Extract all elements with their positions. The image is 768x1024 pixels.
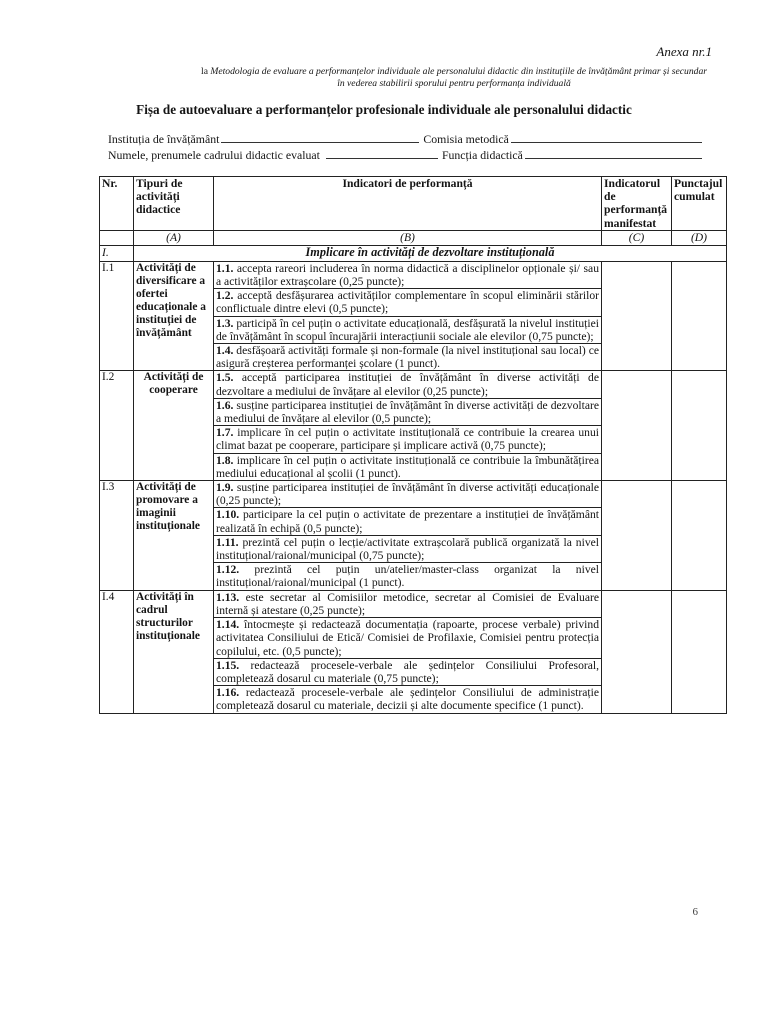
indicator-points: (1 punct) [359, 576, 402, 590]
indicator-cell [214, 398, 602, 425]
activity-category: Activități de promovare a imaginii instituționale [134, 481, 214, 591]
indicator-punctuation: ; [590, 329, 594, 343]
function-label: Funcția didactică [441, 148, 523, 162]
indicator-punctuation: ; [277, 494, 282, 508]
indicator-text: prezintă cel puțin o lecție/activitate extrașcolară publică organizată la nivel instituțional/raional/municipal [216, 535, 599, 563]
institution-field[interactable] [221, 132, 419, 143]
indicator-punctuation: ; [421, 549, 425, 563]
group-number: I.3 [100, 481, 134, 591]
reference-lead: la [201, 66, 208, 77]
indicator-text: susține participarea instituției de învățământ în diverse activități de dezvoltare a mediului de învățare al elevilor [216, 398, 599, 426]
indicator-cell [214, 316, 602, 343]
indicator-cell [214, 481, 602, 508]
column-letter-c: (C) [602, 230, 672, 245]
group-number: I.1 [100, 261, 134, 371]
indicator-text: întocmește și redactează documentația (rapoarte, procese verbale) privind activitatea Consiliului de Etică/ Comisiei de Profilaxie, Comisiei pentru protecția copilului, etc. [216, 618, 599, 658]
indicator-text: acceptă desfășurarea activităților complementare în scopul eliminării stărilor conflictuale dintre elevi [216, 289, 599, 316]
indicator-points: (1 punct) [355, 466, 398, 480]
indicator-punctuation: ; [435, 671, 439, 685]
indicator-code: 1.9. [216, 481, 234, 495]
indicator-code: 1.1. [216, 261, 234, 275]
indicator-code: 1.11. [216, 535, 239, 549]
indicator-points: (0,75 puncte) [528, 329, 591, 343]
indicator-punctuation: ; [484, 384, 489, 398]
cumulative-score-cell[interactable] [672, 261, 727, 371]
manifested-indicator-cell[interactable] [602, 261, 672, 371]
indicator-points: (0,75 puncte) [480, 439, 543, 453]
indicator-points: (0,5 puncte) [329, 302, 386, 316]
indicator-code: 1.6. [216, 398, 234, 412]
indicator-points: (1 punct) [394, 357, 438, 371]
table-body [100, 261, 727, 713]
indicator-points: (0,25 puncte) [300, 603, 362, 617]
indicator-punctuation: ; [361, 603, 366, 617]
indicator-text: implicare în cel puțin o activitate instituțională ce contribuie la crearea unui climat bazat pe cooperare, participare și implicare activă [216, 426, 599, 453]
column-letter-b: (B) [214, 230, 602, 245]
indicator-cell [214, 508, 602, 535]
header-indicators: Indicatori de performanță [214, 177, 602, 231]
letter-blank [100, 230, 134, 245]
indicator-punctuation: . [397, 466, 401, 480]
indicator-code: 1.12. [216, 563, 240, 577]
header-score: Punctajul cumulat [672, 177, 727, 231]
table-row [100, 590, 727, 617]
indicator-text: redactează procesele-verbale ale ședințelor Consiliului de administrație completează dosarul cu materiale, decizii și alte documente specifice [216, 686, 599, 713]
indicator-text: prezintă cel puțin un/atelier/master-class organizat la nivel instituțional/raional/municipal [216, 563, 599, 590]
indicator-points: (0,25 puncte) [216, 494, 278, 508]
manifested-indicator-cell[interactable] [602, 481, 672, 591]
cumulative-score-cell[interactable] [672, 590, 727, 713]
header-activity-types: Tipuri de activități didactice [134, 177, 214, 231]
indicator-points: (1 punct) [538, 699, 581, 713]
indicator-punctuation: . [580, 699, 584, 713]
section-number: I. [100, 245, 134, 261]
header-manifested: Indicatorul de performanță manifestat [602, 177, 672, 231]
indicator-cell [214, 658, 602, 685]
group-number: I.4 [100, 590, 134, 713]
institution-label: Instituția de învățământ [108, 132, 220, 146]
evaluation-table [99, 176, 727, 714]
name-field[interactable] [326, 148, 438, 159]
indicator-text: desfășoară activități formale și non-formale (la nivel instituțional sau local) ce asigură creșterea performanței școlare [216, 344, 599, 371]
cumulative-score-cell[interactable] [672, 371, 727, 481]
meta-row-name [108, 148, 706, 163]
commission-field[interactable] [511, 132, 702, 143]
manifested-indicator-cell[interactable] [602, 371, 672, 481]
indicator-code: 1.2. [216, 289, 234, 303]
manifested-indicator-cell[interactable] [602, 590, 672, 713]
indicator-cell [214, 453, 602, 480]
indicator-points: (0,25 puncte) [422, 384, 485, 398]
indicator-punctuation: ; [359, 521, 363, 535]
indicator-punctuation: . [437, 357, 441, 371]
indicator-points: (0,25 puncte) [339, 275, 402, 289]
indicator-cell [214, 344, 602, 371]
methodology-reference [198, 66, 710, 90]
indicator-points: (0,5 puncte) [303, 521, 360, 535]
indicator-code: 1.4. [216, 344, 234, 358]
indicator-cell [214, 590, 602, 617]
indicator-punctuation: ; [401, 275, 405, 289]
page-number: 6 [692, 906, 698, 918]
indicator-text: participare la cel puțin o activitate de prezentare a instituției de învățământ realizată în echipă [216, 508, 599, 535]
indicator-cell [214, 289, 602, 316]
indicator-code: 1.10. [216, 508, 240, 522]
table-row [100, 261, 727, 288]
indicator-text: acceptă participarea instituției de învățământ în diverse activități de dezvoltare a mediului de învățare al elevilor [216, 371, 599, 398]
indicator-cell [214, 426, 602, 453]
section-title: Implicare în activități de dezvoltare instituțională [134, 245, 727, 261]
indicator-code: 1.16. [216, 686, 240, 700]
reference-text: Metodologia de evaluare a performanțelor individuale ale personalului didactic din instituțiile de învățământ primar și secundar în vederea stabilirii sporului pentru performanța individuală [210, 66, 707, 89]
indicator-points: (0,5 puncte) [282, 644, 339, 658]
activity-category: Activități de cooperare [134, 371, 214, 481]
indicator-text: redactează procesele-verbale ale ședințelor Consiliului Profesoral, completează dosarul cu materiale [216, 658, 599, 685]
indicator-code: 1.8. [216, 453, 234, 467]
indicator-text: susține participarea instituției de învățământ în diverse activități educaționale [233, 481, 599, 495]
indicator-code: 1.13. [216, 590, 240, 604]
indicator-cell [214, 618, 602, 659]
indicator-text: implicare în cel puțin o activitate instituțională ce contribuie la îmbunătățirea mediului educațional al școlii [216, 453, 599, 480]
indicator-text: accepta rareori includerea în norma didactică a disciplinelor opționale și/ sau a activităților extrașcolare [216, 261, 599, 289]
indicator-cell [214, 563, 602, 590]
indicator-text: este secretar al Comisiilor metodice, secretar al Comisiei de Evaluare internă și atestare [216, 590, 599, 617]
column-letter-a: (A) [134, 230, 214, 245]
column-letter-d: (D) [672, 230, 727, 245]
indicator-cell [214, 535, 602, 562]
indicator-text: participă în cel puțin o activitate educațională, desfășurată la nivelul instituției de învățământ în scopul încurajării interacțiunii sociale ale elevilor [216, 316, 599, 343]
indicator-punctuation: ; [385, 302, 389, 316]
indicator-code: 1.7. [216, 426, 234, 440]
indicator-punctuation: ; [338, 644, 342, 658]
indicator-cell [214, 261, 602, 288]
indicator-points: (0,75 puncte) [359, 549, 422, 563]
indicator-cell [214, 371, 602, 398]
annex-label: Anexa nr.1 [656, 44, 712, 59]
indicator-code: 1.3. [216, 316, 234, 330]
indicator-cell [214, 686, 602, 713]
cumulative-score-cell[interactable] [672, 481, 727, 591]
page-title: Fișa de autoevaluare a performanțelor profesionale individuale ale personalului didactic [136, 102, 632, 117]
indicator-punctuation: ; [542, 439, 546, 453]
indicator-points: (0,75 puncte) [373, 671, 436, 685]
indicator-points: (0,5 puncte) [371, 412, 428, 426]
meta-row-institution [108, 132, 706, 147]
group-number: I.2 [100, 371, 134, 481]
indicator-code: 1.14. [216, 618, 240, 632]
header-nr: Nr. [100, 177, 134, 231]
indicator-punctuation: ; [427, 412, 432, 426]
commission-label: Comisia metodică [423, 132, 509, 146]
table-row [100, 481, 727, 508]
function-field[interactable] [525, 148, 702, 159]
table-row [100, 371, 727, 398]
indicator-code: 1.5. [216, 371, 234, 385]
indicator-punctuation: . [401, 576, 405, 590]
activity-category: Activități în cadrul structurilor instituționale [134, 590, 214, 713]
activity-category: Activități de diversificare a ofertei educaționale a instituției de învățământ [134, 261, 214, 371]
indicator-code: 1.15. [216, 658, 240, 672]
name-label: Numele, prenumele cadrului didactic evaluat [108, 148, 320, 162]
